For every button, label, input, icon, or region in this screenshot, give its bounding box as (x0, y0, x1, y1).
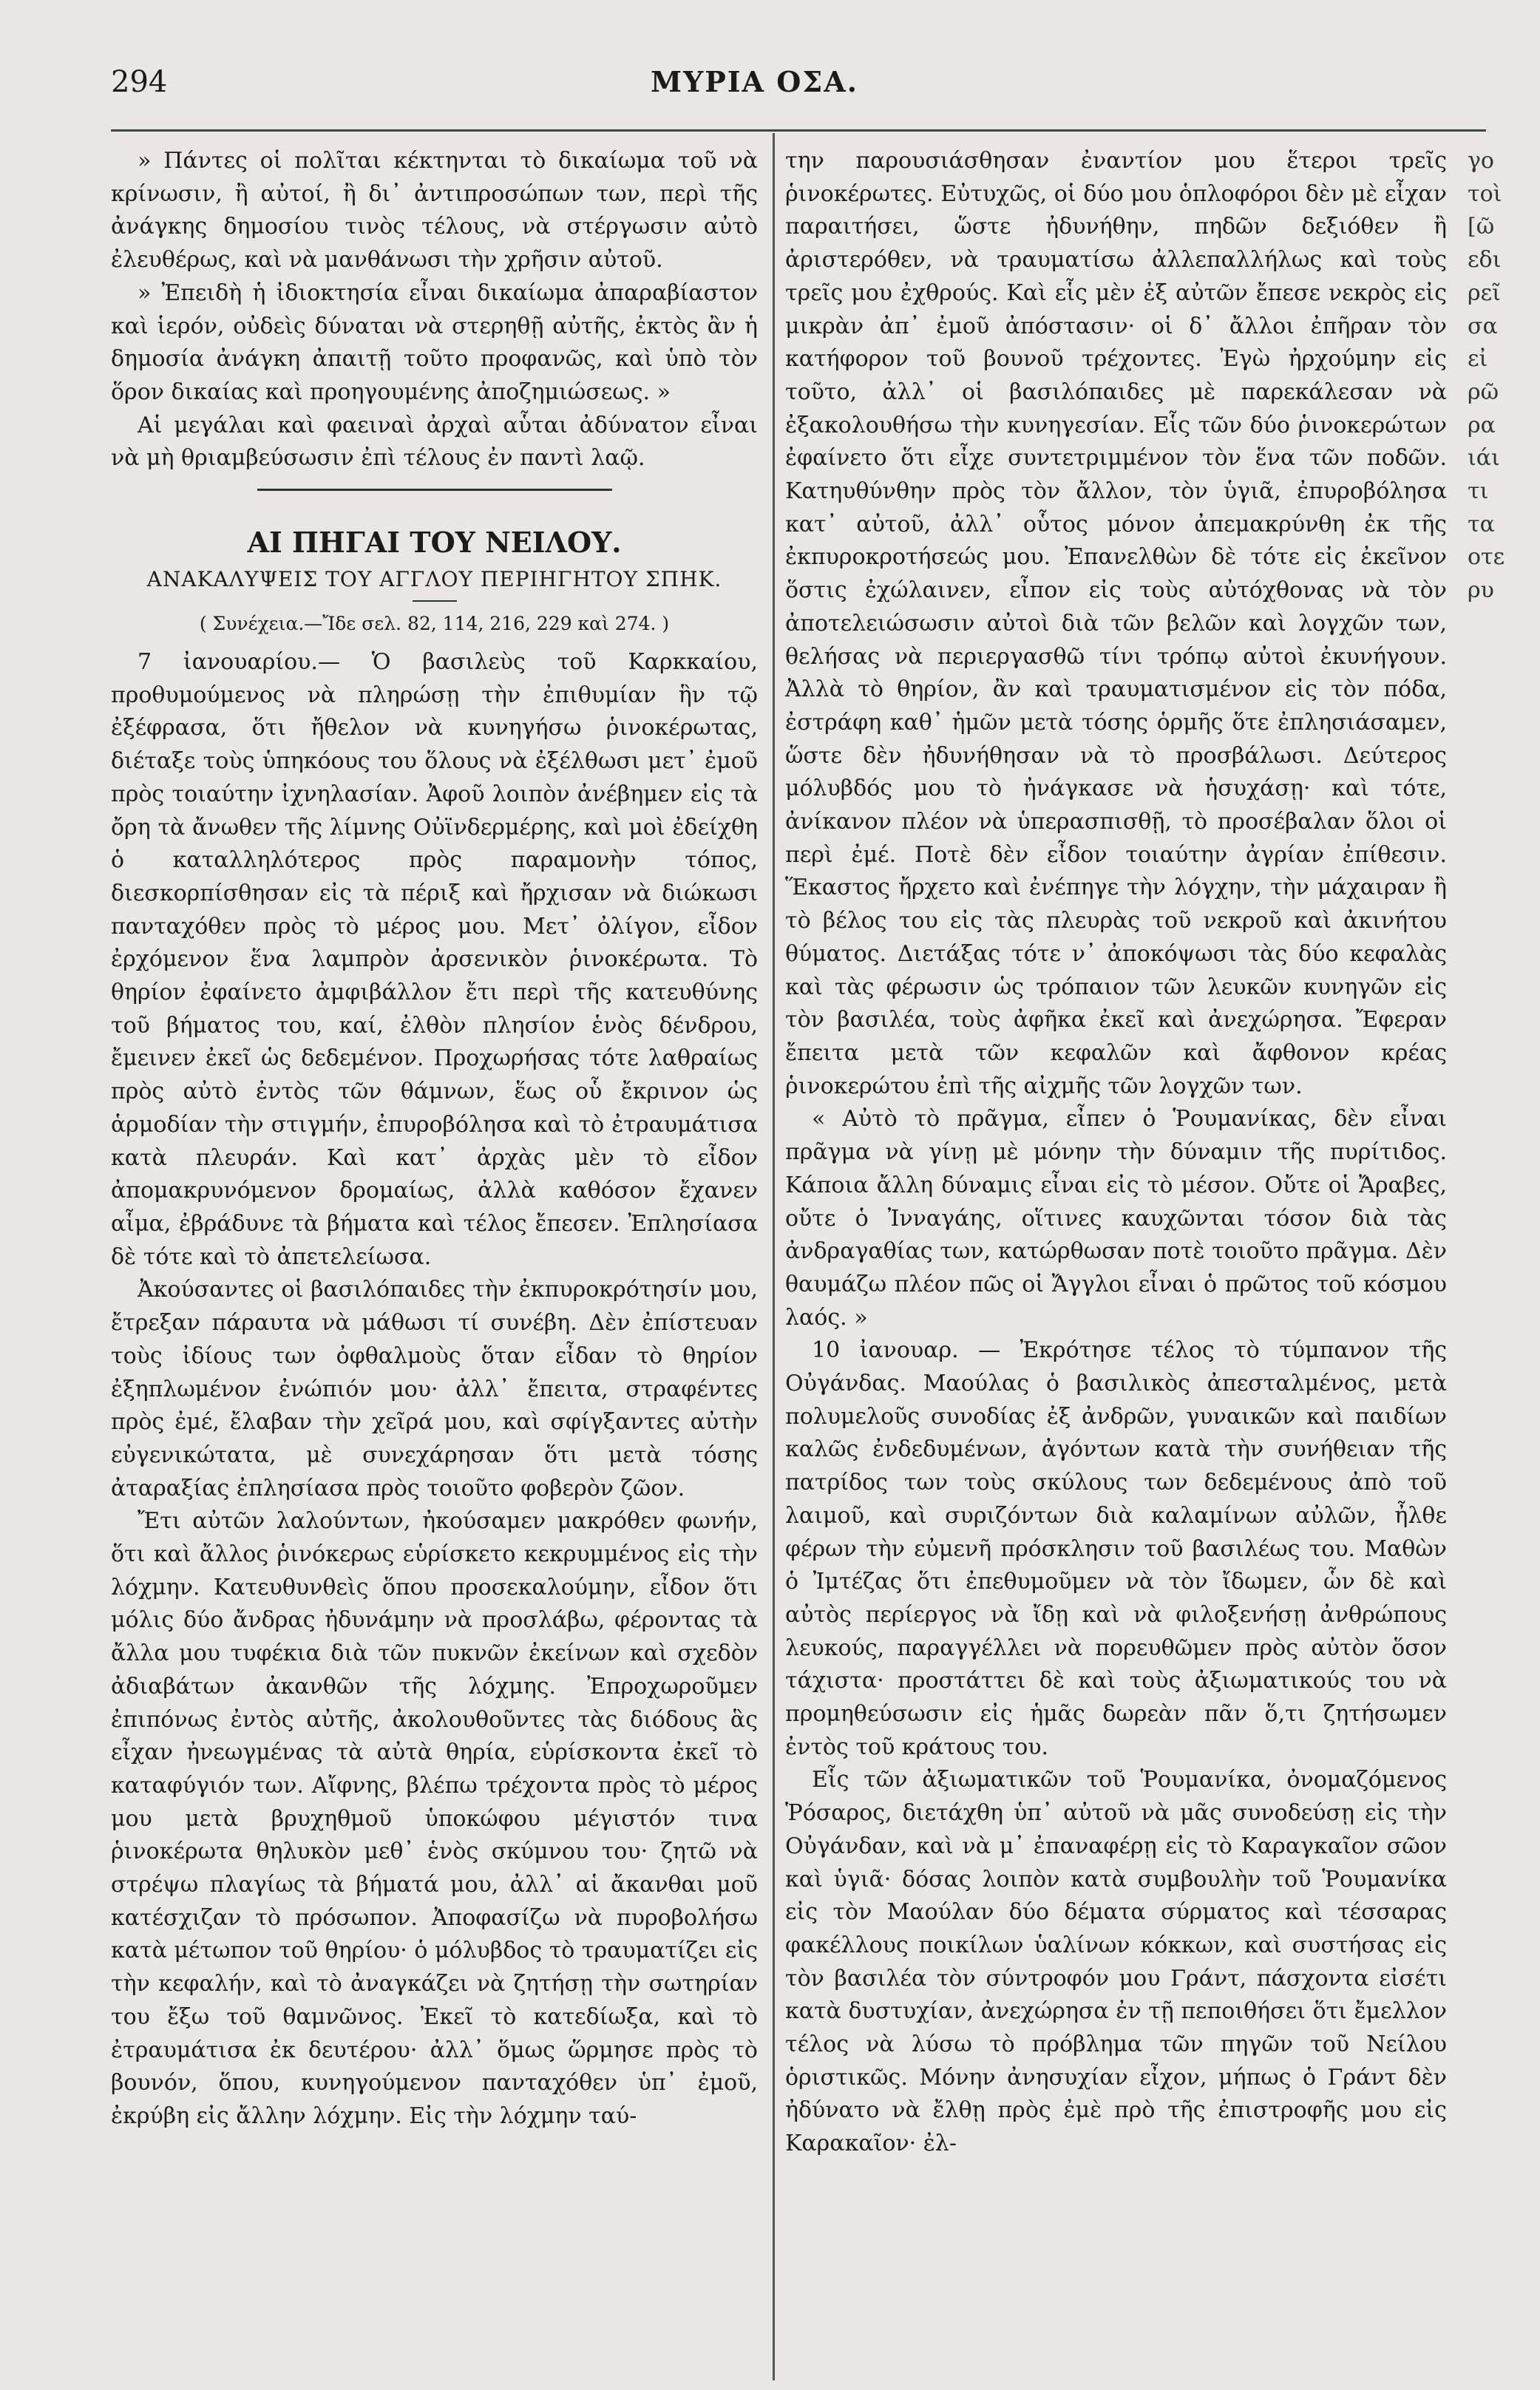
right-paragraph-1: την παρουσιάσθησαν ἐναντίον μου ἕτεροι τρεῖς ῥινοκέρωτες. Εὐτυχῶς, οἱ δύο μου ὁπλοφόροι δὲν μὲ εἶχαν παραιτήσει, ὥστε ἠδυνήθην, πηδῶν δεξιόθεν ἢ ἀριστερόθεν, νὰ τραυματίσω ἀλλεπαλλήλως καὶ τοὺς τρεῖς μου ἐχθρούς. Καὶ εἷς μὲν ἐξ αὐτῶν ἔπεσε νεκρὸς εἰς μικρὰν ἀπ᾽ ἐμοῦ ἀπόστασιν· οἱ δ᾽ ἄλλοι ἐπῆραν τὸν κατήφορον τοῦ βουνοῦ τρέχοντες. Ἐγὼ ἠρχούμην εἰς τοῦτο, ἀλλ᾽ οἱ βασιλόπαιδες μὲ παρεκάλεσαν νὰ ἐξακολουθήσω τὴν κυνηγεσίαν. Εἷς τῶν δύο ῥινοκερώτων ἐφαίνετο ὅτι εἶχε συντετριμμένον τὸν ἕνα τῶν ποδῶν. Κατηυθύνθην πρὸς τὸν ἄλλον, τὸν ὑγιᾶ, ἐπυροβόλησα κατ᾽ αὐτοῦ, ἀλλ᾽ οὗτος μόνον ἀπεμακρύνθη ἐκ τῆς ἐκπυροκροτήσεώς μου. Ἐπανελθὼν δὲ τότε εἰς ἐκεῖνον ὅστις ἐχώλαινεν, εἶπον εἰς τοὺς αὐτόχθονας νὰ τὸν ἀποτελειώσωσιν αὐτοὶ διὰ τῶν βελῶν καὶ λογχῶν των, θελήσας νὰ περιεργασθῶ τίνι τρόπῳ αὐτοὶ ἐκυνήγουν. Ἀλλὰ τὸ θηρίον, ἂν καὶ τραυματισμένον εἰς τὸν πόδα, ἐστράφη καθ᾽ ἡμῶν μετὰ τόσης ὁρμῆς ὅτε ἐπλησιάσαμεν, ὥστε δὲν ἠδυνήθησαν νὰ τὸ προσβάλωσι. Δεύτερος μόλυβδός μου τὸ ἠνάγκασε νὰ ἡσυχάσῃ· καὶ τότε, ἀνίκανον πλέον νὰ ὑπερασπισθῇ, τὸ προσέβαλαν ὅλοι οἱ περὶ ἐμέ. Ποτὲ δὲν εἶδον τοιαύτην ἀγρίαν ἐπίθεσιν. Ἕκαστος ἤρχετο καὶ ἐνέπηγε τὴν λόγχην, τὴν μάχαιραν ἢ τὸ βέλος του εἰς τὰς πλευρὰς τοῦ νεκροῦ καὶ ἀκινήτου θύματος. Διετάξας τότε ν᾽ ἀποκόψωσι τὰς δύο κεφαλὰς καὶ τὰς φέρωσιν ὡς τρόπαιον τῶν λευκῶν κυνηγῶν εἰς τὸν βασιλέα, τοὺς ἀφῆκα ἐκεῖ καὶ ἀνεχώρησα. Ἔφεραν ἔπειτα μετὰ τῶν κεφαλῶν καὶ ἄφθονον κρέας ῥινοκερώτου ἐπὶ τῆς αἰχμῆς τῶν λογχῶν των. (785, 148, 1447, 1099)
right-paragraph-3: 10 ἰανουαρ. — Ἐκρότησε τέλος τὸ τύμπανον τῆς Οὐγάνδας. Μαούλας ὁ βασιλικὸς ἀπεσταλμένος, μετὰ πολυμελοῦς συνοδίας ἐξ ἀνδρῶν, γυναικῶν καὶ παιδίων καλῶς ἐνδεδυμένων, ἀγόντων κατὰ τὴν συνήθειαν τῆς πατρίδος των τοὺς σκύλους των δεδεμένους ἀπὸ τοῦ λαιμοῦ, καὶ συριζόντων διὰ καλαμίνων αὐλῶν, ἦλθε φέρων τὴν εὐμενῆ πρόσκλησιν τοῦ βασιλέως του. Μαθὼν ὁ Ἰμτέζας ὅτι ἐπεθυμοῦμεν νὰ τὸν ἴδωμεν, ὧν δὲ καὶ αὐτὸς περίεργος νὰ ἴδῃ καὶ νὰ φιλοξενήσῃ ἀνθρώπους λευκούς, παραγγέλλει νὰ πορευθῶμεν πρὸς αὐτὸν ὅσον τάχιστα· προστάττει δὲ καὶ τοὺς ἀξιωματικούς του νὰ προμηθεύσωσιν εἰς ἡμᾶς δωρεὰν πᾶν ὅ,τι ζητήσωμεν ἐντὸς τοῦ κράτους του. (785, 1337, 1447, 1760)
article-title: ΑΙ ΠΗΓΑΙ ΤΟΥ ΝΕΙΛΟΥ. (247, 526, 622, 560)
quote-paragraph-1: » Πάντες οἱ πολῖται κέκτηνται τὸ δικαίωμα τοῦ νὰ κρίνωσιν, ἢ αὐτοί, ἢ δι᾽ ἀντιπροσώπων των, περὶ τῆς ἀνάγκης δημοσίου τινὸς τέλους, νὰ στέργωσιν αὐτὸ ἐλευθέρως, καὶ νὰ μανθάνωσι τὴν χρῆσιν αὐτοῦ. (111, 148, 758, 274)
bleed-line: ρῶ (1468, 378, 1499, 405)
bleed-line: οτε (1468, 544, 1505, 571)
bleed-line: ιάι (1468, 445, 1500, 472)
right-column (785, 145, 1447, 2161)
right-paragraph-2: « Αὐτὸ τὸ πρᾶγμα, εἶπεν ὁ Ῥουμανίκας, δὲν εἶναι πρᾶγμα νὰ γίνῃ μὲ μόνην τὴν δύναμιν τῆς πυρίτιδος. Κάποια ἄλλη δύναμις εἶναι εἰς τὸ μέσον. Οὔτε οἱ Ἄραβες, οὔτε ὁ Ἰνναγάης, οἵτινες καυχῶνται τόσον διὰ τὰς ἀνδραγαθίας των, κατώρθωσαν ποτὲ τοιοῦτο πρᾶγμα. Δὲν θαυμάζω πλέον πῶς οἱ Ἄγγλοι εἶναι ὁ πρῶτος τοῦ κόσμου λαός. » (785, 1106, 1447, 1331)
left-column (111, 145, 758, 2133)
bleed-line: ρα (1468, 412, 1496, 438)
continuation-citation: ( Συνέχεια.—Ἴδε σελ. 82, 114, 216, 229 καὶ 274. ) (199, 613, 670, 635)
article-paragraph-1: 7 ἰανουαρίου.— Ὁ βασιλεὺς τοῦ Καρκκαίου, προθυμούμενος νὰ πληρώσῃ τὴν ἐπιθυμίαν ἣν τῷ ἐξέφρασα, ὅτι ἤθελον νὰ κυνηγήσω ῥινοκέρωτας, διέταξε τοὺς ὑπηκόους του ὅλους νὰ ἐξέλθωσι μετ᾽ ἐμοῦ πρὸς τοιαύτην ἰχνηλασίαν. Ἀφοῦ λοιπὸν ἀνέβημεν εἰς τὰ ὄρη τὰ ἄνωθεν τῆς λίμνης Οὐϊνδερμέρης, καὶ μοὶ ἐδείχθη ὁ καταλληλότερος πρὸς παραμονὴν τόπος, διεσκορπίσθησαν εἰς τὰ πέριξ καὶ ἤρχισαν νὰ διώκωσι πανταχόθεν πρὸς τὸ μέρος μου. Μετ᾽ ὀλίγον, εἶδον ἐρχόμενον ἕνα λαμπρὸν ἀρσενικὸν ῥινοκέρωτα. Τὸ θηρίον ἐφαίνετο ἀμφιβάλλον ἔτι περὶ τῆς κατευθύνης τοῦ βήματος του, καί, ἐλθὸν πλησίον ἑνὸς δένδρου, ἔμεινεν ἐκεῖ ὡς δεδεμένον. Προχωρήσας τότε λαθραίως πρὸς αὐτὸ ἐντὸς τῶν θάμνων, ἕως οὗ ἔκρινον ὡς ἁρμοδίαν τὴν στιγμήν, ἐπυροβόλησα καὶ τὸ ἐτραυμάτισα κατὰ πλευράν. Καὶ κατ᾽ ἀρχὰς μὲν τὸ εἶδον ἀπομακρυνόμενον δρομαίως, ἀλλὰ καθόσον ἔχανεν αἷμα, ἐβράδυνε τὰ βήματα καὶ τέλος ἔπεσεν. Ἐπλησίασα δὲ τότε καὶ τὸ ἀπετελείωσα. (111, 649, 758, 1270)
adjacent-page-bleed (1468, 145, 1540, 2363)
title-divider (413, 600, 457, 602)
bleed-line: [ῶ (1468, 214, 1495, 240)
closing-paragraph: Αἱ μεγάλαι καὶ φαειναὶ ἀρχαὶ αὗται ἀδύνατον εἶναι νὰ μὴ θριαμβεύσωσιν ἐπὶ τέλους ἐν παντὶ λαῷ. (111, 412, 758, 472)
bleed-line: εἰ (1468, 346, 1488, 373)
article-paragraph-2: Ἀκούσαντες οἱ βασιλόπαιδες τὴν ἐκπυροκρότησίν μου, ἔτρεξαν πάραυτα νὰ μάθωσι τί συνέβη. Δὲν ἐπίστευαν τοὺς ἰδίους των ὀφθαλμοὺς ὅταν εἶδαν τὸ θηρίον ἐξηπλωμένον ἐνώπιόν μου· ἀλλ᾽ ἔπειτα, στραφέντες πρὸς ἐμέ, ἔλαβαν τὴν χεῖρά μου, καὶ σφίγξαντες αὐτὴν εὐγενικώτατα, μὲ συνεχάρησαν ὅτι μετὰ τόσης ἀταραξίας ἐπλησίασα πρὸς τοιοῦτο φοβερὸν ζῶον. (111, 1277, 758, 1501)
bleed-line: γο (1468, 148, 1494, 174)
section-divider (257, 489, 612, 491)
bleed-line: τα (1468, 511, 1495, 537)
right-paragraph-4: Εἷς τῶν ἀξιωματικῶν τοῦ Ῥουμανίκα, ὀνομαζόμενος Ῥόσαρος, διετάχθη ὑπ᾽ αὐτοῦ νὰ μᾶς συνοδεύσῃ εἰς τὴν Οὐγάνδαν, καὶ νὰ μ᾽ ἐπαναφέρῃ εἰς τὸ Καραγκαῖον σῶον καὶ ὑγιᾶ· δόσας λοιπὸν κατὰ συμβουλὴν τοῦ Ῥουμανίκα εἰς τὸν Μαούλαν δύο δέματα σύρματος καὶ τέσσαρας φακέλλους ποικίλων ὑαλίνων κόκκων, καὶ συστήσας εἰς τὸν βασιλέα τὸν σύντροφόν μου Γράντ, πάσχοντα εἰσέτι κατὰ δυστυχίαν, ἀνεχώρησα ἐν τῇ πεποιθήσει ὅτι ἔμελλον τέλος νὰ λύσω τὸ πρόβλημα τῶν πηγῶν τοῦ Νείλου ὁριστικῶς. Μόνην ἀνησυχίαν εἶχον, μήπως ὁ Γράντ δὲν ἠδύνατο νὰ ἔλθῃ πρὸς ἐμὲ πρὸ τῆς ἐπιστροφῆς μου εἰς Καρακαῖον· ἐλ- (785, 1767, 1447, 2157)
bleed-line: τοὶ (1468, 180, 1502, 207)
bleed-line: ρεῖ (1468, 279, 1501, 306)
bleed-line: εδι (1468, 247, 1502, 274)
column-divider (773, 133, 775, 2380)
header-rule (111, 129, 1486, 132)
page-number: 294 (111, 65, 168, 99)
bleed-line: τι (1468, 478, 1489, 505)
quote-paragraph-2: » Ἐπειδὴ ἡ ἰδιοκτησία εἶναι δικαίωμα ἀπαραβίαστον καὶ ἱερόν, οὐδεὶς δύναται νὰ στερηθῇ αὐτῆς, ἐκτὸς ἂν ἡ δημοσία ἀνάγκη ἀπαιτῇ τοῦτο προφανῶς, καὶ ὑπὸ τὸν ὅρον δικαίας καὶ προηγουμένης ἀποζημιώσεως. » (111, 279, 758, 405)
bleed-line: σα (1468, 313, 1498, 339)
running-title: ΜΥΡΙΑ ΟΣΑ. (651, 65, 858, 98)
bleed-line: ρυ (1468, 577, 1494, 604)
article-paragraph-3: Ἔτι αὐτῶν λαλούντων, ἠκούσαμεν μακρόθεν φωνήν, ὅτι καὶ ἄλλος ῥινόκερως εὑρίσκετο κεκρυμμένος εἰς τὴν λόχμην. Κατευθυνθεὶς ὅπου προσεκαλούμην, εἶδον ὅτι μόλις δύο ἄνδρας ἠδυνάμην νὰ προσλάβω, φέροντας τὰ ἄλλα μου τυφέκια διὰ τῶν πυκνῶν ἐκείνων καὶ σχεδὸν ἀδιαβάτων ἀκανθῶν τῆς λόχμης. Ἐπροχωροῦμεν ἐπιπόνως ἐντὸς αὐτῆς, ἀκολουθοῦντες τὰς διόδους ἃς εἶχαν ἠνεωγμένας τὰ αὐτὰ θηρία, εὑρίσκοντα ἐκεῖ τὸ καταφύγιόν των. Αἴφνης, βλέπω τρέχοντα πρὸς τὸ μέρος μου μετὰ βρυχηθμοῦ ὑποκώφου μέγιστόν τινα ῥινοκέρωτα θηλυκὸν μεθ᾽ ἑνὸς σκύμνου του· ζητῶ νὰ στρέψω πλαγίως τὰ βήματά μου, ἀλλ᾽ αἱ ἄκανθαι μοῦ κατέσχιζαν τὸ πρόσωπον. Ἀποφασίζω νὰ πυροβολήσω κατὰ μέτωπον τοῦ θηρίου· ὁ μόλυβδος τὸ τραυματίζει εἰς τὴν κεφαλήν, καὶ τὸ ἀναγκάζει νὰ ζητήσῃ τὴν σωτηρίαν του ἔξω τοῦ θαμνῶνος. Ἐκεῖ τὸ κατεδίωξα, καὶ τὸ ἐτραυμάτισα ἐκ δευτέρου· ἀλλ᾽ ὅμως ὥρμησε πρὸς τὸ βουνόν, ὅπου, κυνηγούμενον πανταχόθεν ὑπ᾽ ἐμοῦ, ἐκρύβη εἰς ἄλλην λόχμην. Εἰς τὴν λόχμην ταύ- (111, 1508, 758, 2129)
article-subtitle: ΑΝΑΚΑΛΥΨΕΙΣ ΤΟΥ ΑΓΓΛΟΥ ΠΕΡΙΗΓΗΤΟΥ ΣΠΗΚ. (146, 567, 722, 592)
